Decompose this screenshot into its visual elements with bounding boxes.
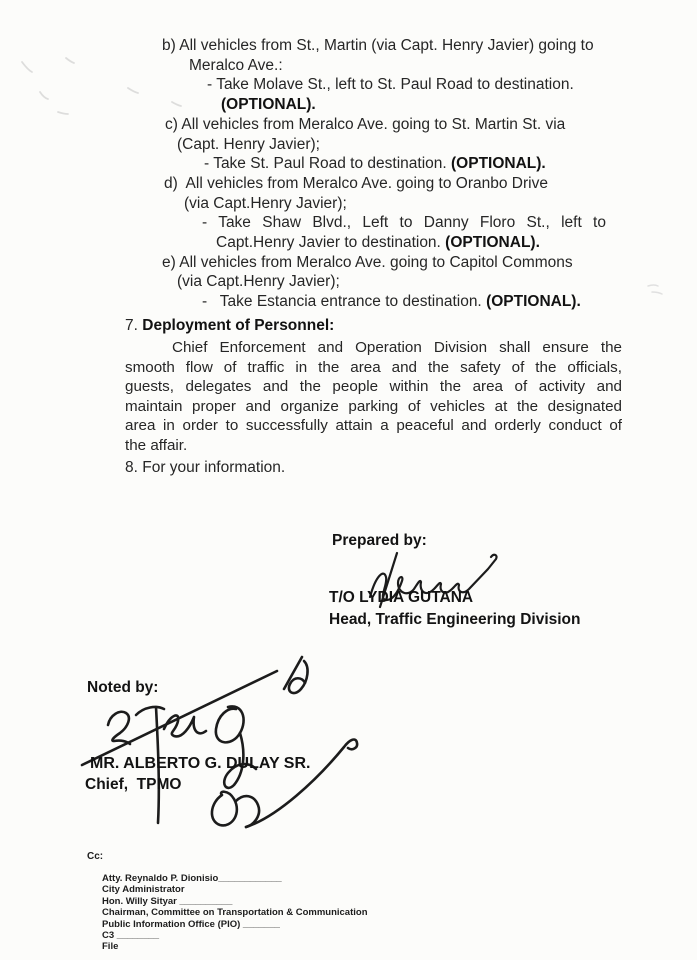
route-line: e) All vehicles from Meralco Ave. going to Capitol Commons (162, 253, 573, 271)
paragraph-line: maintain proper and organize parking of vehicles at the designated (125, 397, 622, 415)
signature-dulay (72, 645, 372, 850)
route-line: - Take St. Paul Road to destination. (OPTIONAL). (204, 155, 546, 173)
route-line: d) All vehicles from Meralco Ave. going to Oranbo Drive (164, 174, 548, 192)
section-number: 7. (125, 317, 138, 334)
cc-list (102, 873, 368, 953)
cc-entry: Public Information Office (PIO) _______ (102, 918, 280, 930)
route-instructions-list (162, 36, 606, 312)
cc-entry: C3 ________ (102, 930, 160, 942)
optional-tag: (OPTIONAL). (221, 96, 316, 114)
route-line: b) All vehicles from St., Martin (via Capt. Henry Javier) going to (162, 37, 594, 54)
cc-entry: Atty. Reynaldo P. Dionisio____________ (102, 873, 282, 884)
paragraph-line: Chief Enforcement and Operation Division shall ensure the (172, 339, 622, 356)
cc-entry: City Administrator (102, 884, 185, 896)
route-line: Capt.Henry Javier to destination. (OPTIONAL). (216, 234, 540, 252)
paragraph-line: guests, delegates and the people within the area of activity and (125, 378, 622, 396)
paragraph-line: smooth flow of traffic in the area and the safety of the officials, (125, 358, 622, 376)
prepared-signatory-name: T/O LYDIA GUTANA (329, 589, 474, 606)
cc-entry: Hon. Willy Sityar __________ (102, 895, 233, 907)
optional-tag: (OPTIONAL). (451, 155, 546, 173)
section-7-paragraph (125, 338, 622, 456)
noted-by-label: Noted by: (87, 679, 159, 696)
prepared-by-label: Prepared by: (332, 532, 427, 549)
paragraph-line: the affair. (125, 436, 188, 454)
route-line (162, 95, 606, 115)
cc-entry: File (102, 941, 119, 953)
paragraph-line: area in order to successfully attain a peaceful and orderly conduct of (125, 417, 622, 435)
route-line: (Capt. Henry Javier); (177, 135, 320, 153)
optional-tag: (OPTIONAL). (445, 234, 540, 252)
route-line: (via Capt.Henry Javier); (184, 194, 347, 212)
optional-tag: (OPTIONAL). (486, 293, 581, 311)
noted-signatory-title: Chief, TPMO (85, 776, 182, 793)
route-line: - Take Estancia entrance to destination. (OPTIONAL). (202, 293, 581, 311)
route-line: c) All vehicles from Meralco Ave. going to St. Martin St. via (165, 115, 566, 133)
route-line: (via Capt.Henry Javier); (177, 273, 340, 291)
section-title: Deployment of Personnel: (142, 317, 335, 334)
cc-entry: Chairman, Committee on Transportation & Communication (102, 907, 368, 919)
section-7-heading (125, 317, 334, 335)
route-line: - Take Shaw Blvd., Left to Danny Floro St., left to (202, 214, 606, 232)
route-line: Meralco Ave.: (189, 56, 283, 74)
cc-label: Cc: (87, 851, 104, 862)
prepared-signatory-title: Head, Traffic Engineering Division (329, 611, 581, 628)
section-8-line: 8. For your information. (125, 459, 286, 476)
route-line: - Take Molave St., left to St. Paul Road to destination. (207, 76, 574, 94)
noted-signatory-name: MR. ALBERTO G. DULAY SR. (90, 755, 311, 772)
